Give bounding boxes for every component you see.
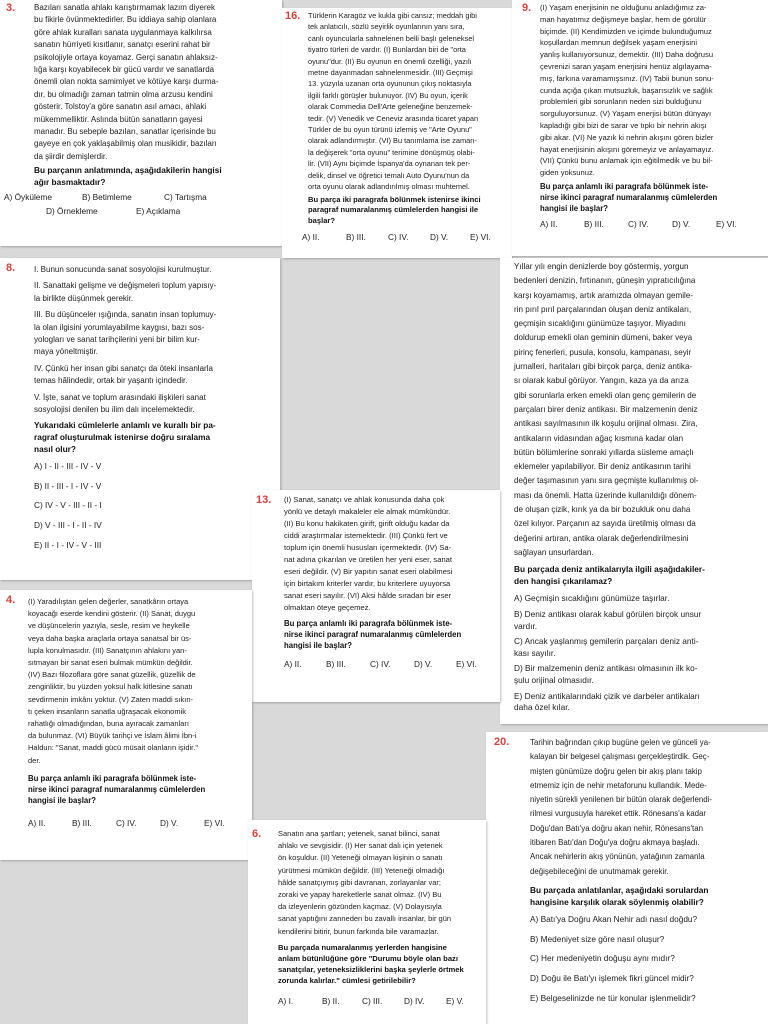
question-number: 20. bbox=[494, 736, 510, 748]
question-passage: Bazıları sanatla ahlakı karıştırmamak lazım diyerek bu fikirle övünmektedirler. Bu iddiaya sahip olanlara göre ahlak kuralları sanata uygulanmaya kalkılırsa sanatın hürriyeti kısıtlanır, sanatçı eserini rahat bir psikolojiyle ortaya koyamaz. Gerçi sanatın ahlaksız- lığa karşı koyabilecek bir gücü vardır ve sanatlarda önemli olan nokta samimiyet ve kötüye karşı durma- dır, bu olmadığı zaman tatmin olma arzusu kendini gösterir. Tolstoy'a göre sanatın asıl amacı, ahlaki mükemmelliktir. Aslında bütün sanatların gayesi manadır. Bu sebeple bazıları, sanatlar içerisinde bu gayeye en çok yaklaşabilmiş olan musikidir, bazıları da şiirdir demişlerdir. bbox=[34, 3, 219, 161]
answer-options bbox=[34, 461, 272, 551]
question-stem: Bu parçada numaralanmış yerlerden hangisine anlam bütünlüğüne göre "Durumu böyle olan bazı sanatçılar, yeteneksizliklerini başka şeylerle örtmek zorunda kalırlar." cümlesi getirilebilir? bbox=[278, 942, 464, 985]
option-c[interactable]: C) Tartışma bbox=[164, 192, 207, 203]
question-stem: Bu parça anlamlı iki paragrafa bölünmek iste- nirse ikinci paragraf numaralanmış cümlelerden hangisi ile başlar? bbox=[284, 619, 462, 650]
question-passage: Türklerin Karagöz ve kukla gibi cansız; meddah gibi tek anlatıcılı, sözlü seyirlik oyunlarının yanı sıra, canlı oyuncularla sahnelenen belli başlı geleneksel tiyatro türleri de vardır. (I) Bunlardan biri de "orta oyunu"dur. (II) Bu oyunun en önemli özelliği, yazılı metne dayanmadan sahnelenmesidir. (III) Geçmişi 13. yüzyıla uzanan orta oyununun çıkış noktasıyla ilgili farklı görüşler bulunuyor. (IV) Bu oyun, içerik olarak Commedia Dell'Arte geleneğine benzemek- tedir. (V) Venedik ve Ceneviz arasında ticaret yapan Türkler de bu oyun türünü izlemiş ve "Arte Oyunu" olarak adlandırmıştır. (VI) Bu tanımlama ise zaman- la değişerek "orta oyunu" terimine dönüşmüş olabi- lir. (VII) Aynı biçimde İspanya'da oynanan tek per- delik, dinsel ve öğretici temalı Auto Oyunu'nun da orta oyunu olarak adlandırılmış olması muhtemel. bbox=[308, 11, 479, 192]
sentence-5: V. İşte, sanat ve toplum arasındaki ilişkileri sanat sosyolojisi denilen bu ilim dalı incelemektedir. bbox=[34, 392, 206, 415]
option-e[interactable]: E) VI. bbox=[716, 218, 737, 229]
answer-options bbox=[28, 818, 244, 830]
question-number: 13. bbox=[256, 494, 272, 506]
option-a[interactable]: A) II. bbox=[302, 231, 320, 242]
option-b[interactable]: B) Medeniyet size göre nasıl oluşur? bbox=[530, 933, 665, 944]
question-number: 9. bbox=[522, 2, 532, 14]
question-number: 6. bbox=[252, 828, 262, 840]
question-sea-antiques-card bbox=[500, 258, 768, 724]
option-e[interactable]: E) VI. bbox=[470, 231, 491, 242]
option-d[interactable]: D) Doğu ile Batı'yı işlemek fikri güncel midir? bbox=[530, 972, 694, 983]
option-b[interactable]: B) Deniz antikası olarak kabul görülen birçok unsur vardır. bbox=[514, 609, 702, 631]
question-stem: Bu parçada anlatılanlar, aşağıdaki sorulardan hangisine karşılık olarak söylenmiş olabilir? bbox=[530, 884, 709, 907]
answer-options bbox=[540, 219, 760, 231]
answer-options bbox=[284, 659, 492, 671]
question-20-card bbox=[486, 732, 768, 1024]
question-8-card bbox=[0, 258, 280, 580]
option-d[interactable]: D) V. bbox=[414, 659, 433, 669]
answer-options bbox=[4, 192, 274, 217]
question-number: 8. bbox=[6, 262, 16, 274]
option-b[interactable]: B) II - III - I - IV - V bbox=[34, 480, 102, 491]
question-passage: Tarihin bağrından çıkıp bugüne gelen ve günceli ya- kalayan bir belgesel çalışması gerçekleştirdik. Geç- mişten günümüze doğru gelen bir akış planı takip etmemiz için de nehir metaforunu kullandık. Mede- niyetin sürekli yenilenen bir bütün olarak değerlendi- rilmesi vurgusuyla hareket ettik. Rönesans'a kadar Doğu'dan Batı'ya doğru akan nehir, Rönesans'tan itibaren Batı'dan Doğu'ya doğru akmaya başladı. Ancak nehirlerin akış yönünün, yatağının zamanla değişebileceğini de unutmamak gerekir. bbox=[530, 738, 713, 876]
question-4-card bbox=[0, 590, 252, 860]
answer-options bbox=[514, 593, 760, 713]
question-stem: Bu parça anlamlı iki paragrafa bölünmek iste- nirse ikinci paragraf numaralanmış cümlelerden hangisi ile başlar? bbox=[540, 181, 718, 213]
option-e[interactable]: E) II - I - IV - V - III bbox=[34, 539, 102, 550]
option-b[interactable]: B) III. bbox=[72, 817, 92, 828]
question-stem: Bu parçanın anlatımında, aşağıdakilerin hangisi ağır basmaktadır? bbox=[34, 165, 222, 187]
sentence-3: III. Bu düşünceler ışığında, sanatın insan toplumuy- la olan ilgisini yorumlayabilme kaygısı, bazı sos- yologları ve sanat tarihçilerini yeni bir bilim kur- maya yöneltmiştir. bbox=[34, 310, 217, 357]
question-number: 16. bbox=[285, 10, 301, 22]
option-d[interactable]: D) V. bbox=[430, 231, 449, 242]
question-stem: Yukarıdaki cümlelerle anlamlı ve kurallı bir pa- ragraf oluşturulmak istenirse doğru sıralama nasıl olur? bbox=[34, 420, 216, 454]
option-b[interactable]: B) II. bbox=[322, 995, 340, 1006]
question-passage: Yıllar yılı engin denizlerde boy göstermiş, yorgun bedenleri denizin, fırtınanın, güneşin yıpratıcılığına karşı koyamamış, artık aramızda olmayan gemile- rin pırıl pırıl parçalarından oluşan deniz antikaları, geçmişin sıcaklığını günümüze taşıyor. Miyadını doldurup emekli olan geminin dümeni, baker veya pirinç fenerleri, pusula, konsolu, kampanası, seyir jurnalleri, haritaları gibi birçok parça, deniz antika- sı olarak kabul görüyor. Yangın, kaza ya da arıza gibi sorunlarla erken emekli olan genç gemilerin de parçaları birer deniz antikası. Bir malzemenin deniz antikası sayılmasının ilk koşulu orijinal olması. Zira, antikaların vidasından ağaç kısmına kadar olan bütün bölümlerine sonraki yıllarda süsleme amaçlı eklemeler yapılabiliyor. Bir deniz antikasının tarihi değer taşımasının yanı sıra geçmişte kullanılmış ol- ması da önemli. Hatta üzerinde kullanıldığı dönem- de oluşan çizik, kırık ya da bir bozukluk onu daha özel kılıyor. Parçanın az sayıda üretilmiş olması da değerini artıran, antika olarak değerlendirilmesini sağlayan unsurlardan. bbox=[514, 262, 699, 557]
option-a[interactable]: A) II. bbox=[28, 817, 46, 828]
option-a[interactable]: A) I. bbox=[278, 995, 294, 1006]
question-9-card bbox=[512, 0, 768, 256]
sentence-1: I. Bunun sonucunda sanat sosyolojisi kurulmuştur. bbox=[34, 265, 212, 274]
sentence-4: IV. Çünkü her insan gibi sanatçı da öteki insanlarla temas hâlindedir, ortak bir yaşantı içindedir. bbox=[34, 363, 213, 386]
question-13-card bbox=[252, 490, 500, 702]
option-b[interactable]: B) III. bbox=[346, 231, 366, 242]
option-c[interactable]: C) Her medeniyetin doğuşu aynı mıdır? bbox=[530, 953, 675, 964]
question-passage: Sanatın ana şartları; yetenek, sanat bilinci, sanat ahlakı ve sevgisidir. (I) Her sanat dalı için yetenek ön koşuldur. (II) Yeteneği olmayan kişinin o sanatı yürütmesi mümkün değildir. (III) Yeteneği olmadığı hâlde sanatçıymış gibi davranan, zorlayanlar var; zoraki ve yapay hareketlerle sanat olmaz. (IV) Bu da izleyenlerin gözünden kaçmaz. (V) Dolayısıyla sanat yaptığını zanneden bu zavallı insanlar, bir gün kendilerini bitirir, bunun farkında bile varamazlar. bbox=[278, 829, 452, 936]
sentence-list bbox=[34, 264, 272, 416]
question-stem: Bu parçada deniz antikalarıyla ilgili aşağıdakiler- den hangisi çıkarılamaz? bbox=[514, 564, 705, 586]
option-a[interactable]: A) Batı'ya Doğru Akan Nehir adı nasıl doğdu? bbox=[530, 914, 698, 925]
option-d[interactable]: D) Örnekleme bbox=[46, 206, 98, 217]
option-a[interactable]: A) Geçmişin sıcaklığını günümüze taşırlar. bbox=[514, 593, 670, 604]
question-16-card bbox=[282, 8, 512, 258]
option-a[interactable]: A) II. bbox=[284, 659, 302, 669]
option-e[interactable]: E) V. bbox=[446, 995, 464, 1006]
question-3-card bbox=[0, 0, 282, 246]
option-c[interactable]: C) IV. bbox=[370, 659, 391, 669]
answer-options bbox=[278, 996, 478, 1008]
sentence-2: II. Sanattaki gelişme ve değişmeleri toplum yapısıy- la birlikte düşünmek gerekir. bbox=[34, 281, 217, 303]
question-number: 3. bbox=[6, 2, 16, 14]
option-e[interactable]: E) Deniz antikalarındaki çizik ve darbeler antikaları daha özel kılar. bbox=[514, 690, 700, 713]
option-c[interactable]: C) III. bbox=[362, 995, 383, 1006]
option-d[interactable]: D) Bir malzemenin deniz antikası olmasının ilk ko- şulu orijinal olmasıdır. bbox=[514, 663, 698, 685]
option-c[interactable]: C) Ancak yaşlanmış gemilerin parçaları deniz anti- kası sayılır. bbox=[514, 636, 699, 658]
option-c[interactable]: C) IV. bbox=[628, 218, 649, 229]
option-d[interactable]: D) V - III - I - II - IV bbox=[34, 520, 102, 531]
question-number: 4. bbox=[6, 594, 16, 606]
option-e[interactable]: E) VI. bbox=[204, 817, 225, 828]
option-c[interactable]: C) IV. bbox=[116, 817, 137, 828]
question-passage: (I) Yaradılıştan gelen değerler, sanatkârın ortaya koyacağı eserde kendini gösterir. (II) Sanat, duygu ve düşüncelerin yazıyla, sesle, resim ve heykelle veya daha başka araçlarla ortaya sanatsal bir üs- lupla konulmasıdır. (III) Sanatçının ahlakını yan- sıtmayan bir sanat eseri bulmak mümkün değildir. (IV) Bazı filozoflara göre sanat güzellik, güzellik de zenginliktir, bu yüzden yoksul halk kitlesine sanatı sevdirmenin imkânı yoktur. (V) Zaten maddi sıkın- tı çeken insanların sanatla uğraşacak ekonomik rahatlığı olmadığından, buna ayıracak zamanları da bulunmaz. (VI) Büyük tarihçi ve İslam âlimi İbn-i Haldun: "Sanat, maddi gücü müsait olanların işidir." der. bbox=[28, 597, 198, 765]
option-b[interactable]: B) III. bbox=[584, 218, 604, 229]
option-b[interactable]: B) Betimleme bbox=[82, 192, 132, 203]
question-stem: Bu parça iki paragrafa bölünmek istenirse ikinci paragraf numaralanmış cümlelerden hangisi ile başlar? bbox=[308, 194, 481, 226]
question-passage: (I) Sanat, sanatçı ve ahlak konusunda daha çok yönlü ve detaylı makaleler ele almak mümkündür. (II) Bu konu hakikaten girift, girift olduğu kadar da ciddi araştırmalar istemektedir. (III) Çünkü fert ve toplum için önemli hususları içermektedir. (IV) Sa- nat adına çıkarılan ve üretilen her yeni eser, sanat eseri değildir. (V) Bir yapıtın sanat eseri olabilmesi için birtakım kriterler vardır, bu kriterlere uyuyorsa sanat eseri sayılır. (VI) Aksi hâlde sıradan bir eser olmaktan öteye geçemez. bbox=[284, 495, 453, 612]
option-e[interactable]: E) VI. bbox=[456, 659, 477, 669]
question-stem: Bu parça anlamlı iki paragrafa bölünmek iste- nirse ikinci paragraf numaralanmış cümlelerden hangisi ile başlar? bbox=[28, 773, 206, 805]
option-c[interactable]: C) IV. bbox=[388, 231, 409, 242]
option-d[interactable]: D) V. bbox=[672, 218, 691, 229]
option-d[interactable]: D) IV. bbox=[404, 995, 425, 1006]
question-passage: (I) Yaşam enerjisinin ne olduğunu anladığımız za- man hayatımız değişmeye başlar, hem de görülür biçimde. (II) Kendimizden ve içimde bulunduğumuz koşullardan memnun değilsek yaşam enerjisini yanlış kullanıyorsunuz, demektir. (III) Daha doğrusu çevrenizi saran yaşam enerjisini henüz algılayama- mış, farkına varamamışsınız. (IV) Tabii bunun sonu- cunda açığa çıkan mutsuzluk, başarısızlık ve sağlık problemleri gibi sorunların neden sizi bulduğunu sorguluyorsunuz. (V) Yaşam enerjisi bütün dünyayı kapladığı gibi bizi de sarar ve tıpkı bir nehrin akışı gibi akar. (VI) Ne yazık ki nehrin akışını gören bizler hayat enerjisinin akışını göremeyiz ve anlayamayız. (VII) Çünkü bunu anlamak için eğitilmedik ve bu bil- giden yoksunuz. bbox=[540, 3, 714, 178]
question-6-card bbox=[248, 820, 486, 1024]
option-a[interactable]: A) II. bbox=[540, 218, 558, 229]
option-c[interactable]: C) IV - V - III - II - I bbox=[34, 500, 102, 511]
option-b[interactable]: B) III. bbox=[326, 659, 346, 669]
option-e[interactable]: E) Belgeselinizde ne tür konular işlenmelidir? bbox=[530, 992, 696, 1003]
option-e[interactable]: E) Açıklama bbox=[136, 206, 181, 217]
option-a[interactable]: A) I - II - III - IV - V bbox=[34, 461, 102, 472]
option-a[interactable]: A) Öyküleme bbox=[4, 192, 52, 203]
answer-options bbox=[530, 914, 760, 1004]
answer-options bbox=[302, 232, 504, 244]
option-d[interactable]: D) V. bbox=[160, 817, 179, 828]
